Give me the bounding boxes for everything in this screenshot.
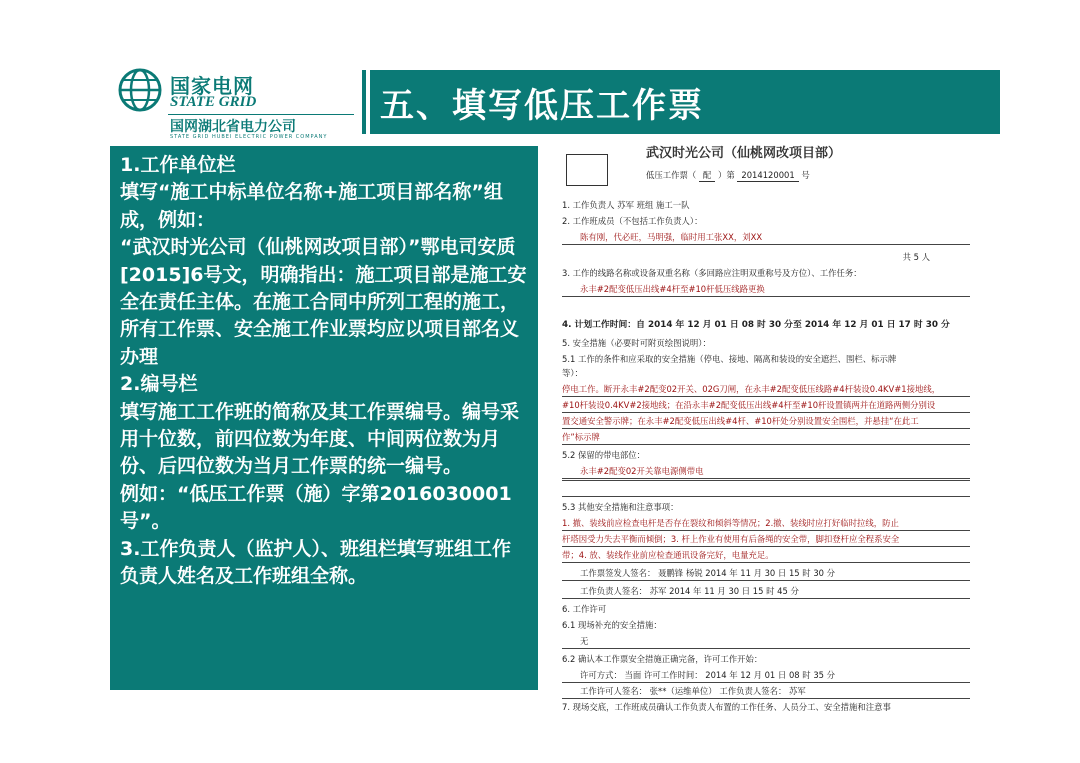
instruction-example-1: “武汉时光公司（仙桃网改项目部）”鄂电司安质[2015]6号文，明确指出：施工项目部是施工安全在责任主体。在施工合同中所列工程的施工，所有工作票、安全施工作业票均应以项目部名义办理 xyxy=(120,236,527,368)
instruction-heading-2: 2.编号栏 xyxy=(120,373,198,396)
form-underline xyxy=(562,598,970,599)
form-line: 杆塔因受力失去平衡而倾倒；3. 杆上作业有使用有后备绳的安全带，脚扣登杆应全程系安全 xyxy=(562,534,900,544)
form-underline xyxy=(562,244,970,245)
form-subtitle-mid: ）第 xyxy=(717,170,735,180)
form-subtitle-prefix: 低压工作票（ xyxy=(646,170,697,180)
logo-divider xyxy=(168,114,354,115)
form-line: 1. 工作负责人 苏军 班组 施工一队 xyxy=(562,200,690,210)
form-line: 停电工作。断开永丰#2配变02开关、02G刀闸，在永丰#2配变低压线路#4杆装设0.4KV#1接地线， xyxy=(562,384,941,394)
stamp-box xyxy=(566,154,608,186)
form-line: 5.3 其他安全措施和注意事项： xyxy=(562,502,679,512)
form-line: 3. 工作的线路名称或设备双重名称（多回路应注明双重称号及方位）、工作任务： xyxy=(562,268,862,278)
form-line: 工作票签发人签名： 聂鹏锋 杨锐 2014 年 11 月 30 日 15 时 30 分 xyxy=(580,568,836,578)
form-underline xyxy=(562,396,970,397)
form-blank-rule xyxy=(562,496,970,497)
state-grid-globe-icon xyxy=(118,68,162,112)
logo-name-en: STATE GRID xyxy=(170,94,257,110)
form-line: 5.2 保留的带电部位： xyxy=(562,450,645,460)
form-blank-rule xyxy=(562,480,970,481)
instruction-text-2: 填写施工工作班的简称及其工作票编号。编号采用十位数，前四位数为年度、中间两位数为月份、后四位数为当月工作票的统一编号。 xyxy=(120,400,520,478)
form-underline xyxy=(562,580,970,581)
form-line: #10杆装设0.4KV#2接地线；在沿永丰#2配变低压出线#4杆至#10杆设置镇两并在道路两侧分别设 xyxy=(562,400,936,410)
form-line: 7. 现场交底，工作班成员确认工作负责人布置的工作任务、人员分工、安全措施和注意事 xyxy=(562,702,891,712)
form-ticket-kind: 配 xyxy=(699,170,715,182)
form-underline xyxy=(562,546,970,547)
work-ticket-form xyxy=(556,140,980,714)
form-line: 置交通安全警示牌；在永丰#2配变低压出线#4杆、#10杆处分别设置安全围栏，并悬挂“在此工 xyxy=(562,416,919,426)
form-line: 5.1 工作的条件和应采取的安全措施（停电、接地、隔离和装设的安全遮拦、围栏、标示牌 xyxy=(562,354,897,364)
form-line: 永丰#2配变低压出线#4杆至#10杆低压线路更换 xyxy=(580,284,765,294)
form-ticket-number: 2014120001 xyxy=(737,170,798,182)
state-grid-logo xyxy=(112,60,352,144)
form-subtitle xyxy=(646,170,810,182)
form-underline xyxy=(562,296,970,297)
form-line: 永丰#2配变02开关靠电源侧带电 xyxy=(580,466,704,476)
form-line: 2. 工作班成员（不包括工作负责人）： xyxy=(562,216,703,226)
form-underline xyxy=(562,428,970,429)
form-line: 许可方式： 当面 许可工作时间： 2014 年 12 月 01 日 08 时 35 分 xyxy=(580,670,836,680)
title-banner xyxy=(370,70,1000,134)
title-band-edge xyxy=(362,70,366,134)
form-line: 5. 安全措施（必要时可附页绘图说明）： xyxy=(562,338,711,348)
form-underline xyxy=(562,648,970,649)
instruction-heading-3: 3.工作负责人（监护人）、班组栏填写班组工作负责人姓名及工作班组全称。 xyxy=(120,537,511,588)
form-line: 4. 计划工作时间：自 2014 年 12 月 01 日 08 时 30 分至 2014 年 12 月 01 日 17 时 30 分 xyxy=(562,320,950,330)
instruction-panel xyxy=(110,146,538,690)
logo-company-cn: 国网湖北省电力公司 xyxy=(170,119,296,135)
form-underline xyxy=(562,444,970,445)
form-underline xyxy=(562,562,970,563)
form-line: 6.1 现场补充的安全措施： xyxy=(562,620,662,630)
form-line: 等）： xyxy=(562,368,583,378)
form-line: 1. 撤、装线前应检查电杆是否存在裂纹和倾斜等情况；2.撤、装线时应打好临时拉线，防止 xyxy=(562,518,899,528)
form-line: 无 xyxy=(580,636,589,646)
form-line: 工作许可人签名： 张**（运维单位） 工作负责人签名： 苏军 xyxy=(580,686,806,696)
instruction-text-1: 填写“施工中标单位名称+施工项目部名称”组成，例如： xyxy=(120,181,503,231)
form-line: 陈有刚，代必旺，马明强，临时用工张XX，刘XX xyxy=(580,232,763,242)
form-line: 作”标示牌 xyxy=(562,432,600,442)
form-subtitle-suffix: 号 xyxy=(801,170,810,180)
logo-name-cn: 国家电网 xyxy=(170,74,254,98)
form-underline xyxy=(562,412,970,413)
form-underline xyxy=(562,530,970,531)
instruction-example-2: 例如：“低压工作票（施）字第2016030001号”。 xyxy=(120,482,512,533)
form-line: 6. 工作许可 xyxy=(562,604,607,614)
form-line: 共 5 人 xyxy=(902,252,930,262)
form-underline xyxy=(562,682,970,683)
form-underline xyxy=(562,478,970,479)
page-title: 五、填写低压工作票 xyxy=(380,85,704,126)
form-line: 带；4. 放、装线作业前应检查通讯设备完好，电量充足。 xyxy=(562,550,774,560)
instruction-heading-1: 1.工作单位栏 xyxy=(120,154,236,176)
form-underline xyxy=(562,698,970,699)
form-title: 武汉时光公司（仙桃网改项目部） xyxy=(646,146,842,161)
logo-company-en: STATE GRID HUBEI ELECTRIC POWER COMPANY xyxy=(170,134,328,140)
form-line: 工作负责人签名： 苏军 2014 年 11 月 30 日 15 时 45 分 xyxy=(580,586,799,596)
form-line: 6.2 确认本工作票安全措施正确完备，许可工作开始： xyxy=(562,654,763,664)
